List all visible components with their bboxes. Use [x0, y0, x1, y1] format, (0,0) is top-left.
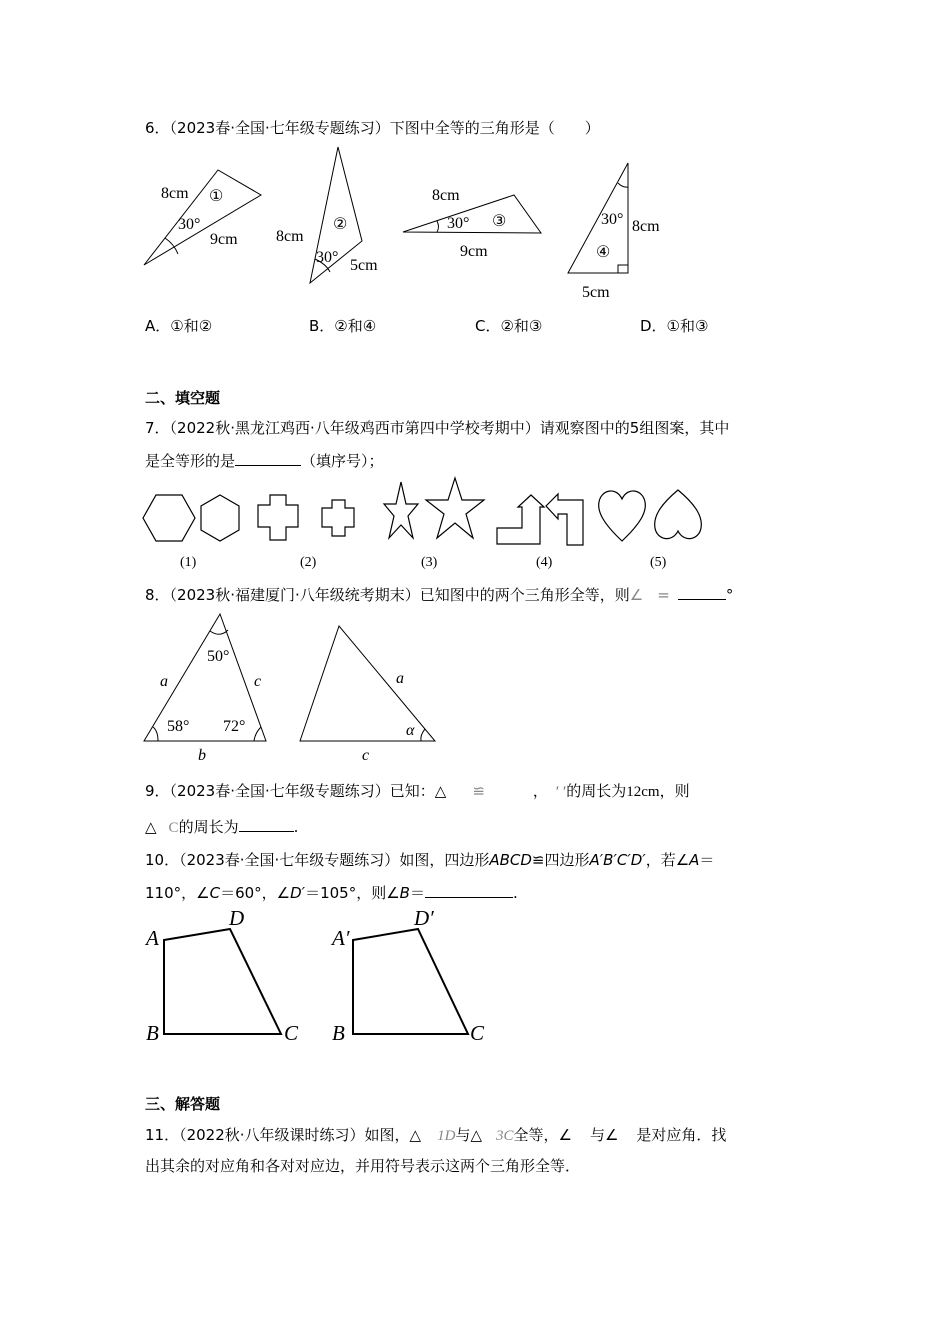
q9-text-3: ，则 [659, 782, 690, 800]
q10-text-4: ＝ [699, 851, 715, 869]
q10-var-d: D′ [290, 884, 306, 902]
q9-line2-mark: C [168, 820, 179, 836]
q10-fig2-label-b: B [332, 1021, 345, 1045]
q10-var-c: C [209, 884, 221, 902]
q10-fig1-label-d: D [229, 906, 245, 930]
section-3-title: 三、解答题 [145, 1095, 221, 1113]
q6-t4-angle: 30° [601, 211, 624, 228]
q6-t4-label: ④ [596, 244, 611, 261]
q10-fig2-label-c: C [470, 1021, 485, 1045]
q9-congruent: ≌ [472, 782, 485, 800]
q6-option-c[interactable]: C．②和③ [475, 317, 543, 335]
q8-text: 已知图中的两个三角形全等，则 [419, 586, 630, 604]
section-2-title: 二、填空题 [145, 389, 221, 407]
q6-t2-side-a: 8cm [276, 228, 304, 245]
q11-text-4: 与∠ [589, 1126, 619, 1144]
q10-text-2: 四边形 [544, 851, 590, 869]
q9-comma: ， [532, 782, 548, 800]
q6-t2-angle: 30° [316, 249, 339, 266]
q7-number: 7． [145, 419, 170, 437]
q11-text-5: 是对应角．找 [636, 1126, 727, 1144]
q8-equals: = [657, 586, 670, 604]
q10-text-1: 如图，四边形 [399, 851, 490, 869]
q7-source: （2022秋·黑龙江鸡西·八年级鸡西市第四中学校考期中） [169, 419, 540, 437]
q6-t4-side-a: 8cm [632, 218, 660, 235]
q10-line2-c: ＝105°，则∠ [305, 884, 400, 902]
q8-left-bl-angle: 58° [167, 718, 190, 735]
q11-source: （2022秋·八年级课时练习） [179, 1126, 365, 1144]
q8-number: 8． [145, 586, 170, 604]
q10-congruent: ≌ [531, 851, 545, 869]
q6-t3-side-a: 8cm [432, 187, 460, 204]
q8-right-side-c: c [362, 747, 370, 764]
q10-quad-2: A′B′C′D′ [589, 851, 646, 869]
q11-stem [145, 1125, 726, 1146]
q10-fig2-label-d: D′ [414, 906, 434, 930]
q10-line2-a: 110°，∠ [145, 884, 210, 902]
q10-fig2-label-a: A′ [332, 926, 350, 950]
q10-line2-end: . [512, 884, 518, 902]
q8-degree: ° [725, 586, 734, 604]
q9-text-2: 的周长为 [566, 782, 627, 800]
q7-line2-b: （填序号）； [301, 452, 384, 470]
q8-left-side-a: a [160, 673, 168, 690]
q6-option-d[interactable]: D．①和③ [640, 317, 709, 335]
q10-quad-abcd-prime [353, 929, 468, 1034]
q9-primes: ′ ′ [555, 784, 567, 800]
q9-line2-end: . [293, 818, 299, 836]
q8-left-br-angle: 72° [223, 718, 246, 735]
q10-fig1-label-b: B [146, 1021, 159, 1045]
q9-perimeter: 12cm [626, 784, 660, 800]
q9-line2-text: 的周长为 [178, 818, 239, 836]
q8-right-alpha: α [406, 722, 415, 739]
q10-line2-b: ＝60°，∠ [220, 884, 291, 902]
q9-number: 9． [145, 782, 170, 800]
q7-caption-1: (1) [180, 555, 197, 570]
q6-t3-side-b: 9cm [460, 243, 488, 260]
q7-count: 5 [629, 419, 640, 437]
q11-frag-2: 3C [495, 1128, 514, 1144]
q6-t1-angle: 30° [178, 216, 201, 233]
q8-left-side-b: b [198, 747, 206, 764]
q7-caption-3: (3) [421, 555, 438, 570]
q6-t1-label: ① [209, 188, 224, 205]
q11-number: 11． [145, 1126, 180, 1144]
q7-text-2: 组图案，其中 [639, 419, 730, 437]
q10-var-b: B [399, 884, 410, 902]
q6-t2-side-b: 5cm [350, 257, 378, 274]
q8-source: （2023秋·福建厦门·八年级统考期末） [169, 586, 420, 604]
q9-text-1: 已知：△ [389, 782, 447, 800]
q6-t4-side-b: 5cm [582, 284, 610, 301]
q7-line2-a: 是全等形的是 [145, 452, 236, 470]
q7-caption-2: (2) [300, 555, 317, 570]
q8-right-side-a: a [396, 670, 404, 687]
q7-caption-5: (5) [650, 555, 667, 570]
q6-t2-label: ② [333, 216, 348, 233]
q6-option-b[interactable]: B．②和④ [309, 317, 377, 335]
q11-text-3: 全等，∠ [513, 1126, 572, 1144]
q6-t1-side-b: 9cm [210, 231, 238, 248]
q10-line2-d: ＝ [409, 884, 425, 902]
q11-text-2: 与△ [455, 1126, 482, 1144]
q10-var-a: A [689, 851, 700, 869]
q6-option-a[interactable]: A．①和② [145, 317, 213, 335]
q6-t1-side-a: 8cm [161, 185, 189, 202]
q6-source: （2023春·全国·七年级专题练习） [169, 119, 390, 137]
q10-fig1-label-c: C [284, 1021, 299, 1045]
q10-quad-1: ABCD [489, 851, 532, 869]
q11-text-1: 如图，△ [364, 1126, 422, 1144]
q10-quad-abcd [164, 929, 281, 1034]
q9-line2-triangle: △ [145, 818, 157, 836]
q10-text-3: ，若∠ [645, 851, 690, 869]
q11-frag-1: 1D [437, 1128, 456, 1144]
q9-source: （2023春·全国·七年级专题练习） [169, 782, 390, 800]
q11-stem-line-2: 出其余的对应角和各对对应边，并用符号表示这两个三角形全等． [145, 1157, 581, 1175]
q6-t3-angle: 30° [447, 215, 470, 232]
q6-number: 6． [145, 119, 170, 137]
q6-text: 下图中全等的三角形是（ ） [389, 119, 600, 137]
q8-angle-symbol: ∠ [629, 586, 644, 604]
q10-fig1-label-a: A [146, 926, 159, 950]
q6-t3-label: ③ [492, 213, 507, 230]
q8-left-top-angle: 50° [207, 648, 230, 665]
q7-text-1: 请观察图中的 [539, 419, 630, 437]
q8-left-side-c: c [254, 673, 262, 690]
q7-caption-4: (4) [536, 555, 553, 570]
q10-number: 10． [145, 851, 180, 869]
q10-source: （2023春·全国·七年级专题练习） [179, 851, 400, 869]
